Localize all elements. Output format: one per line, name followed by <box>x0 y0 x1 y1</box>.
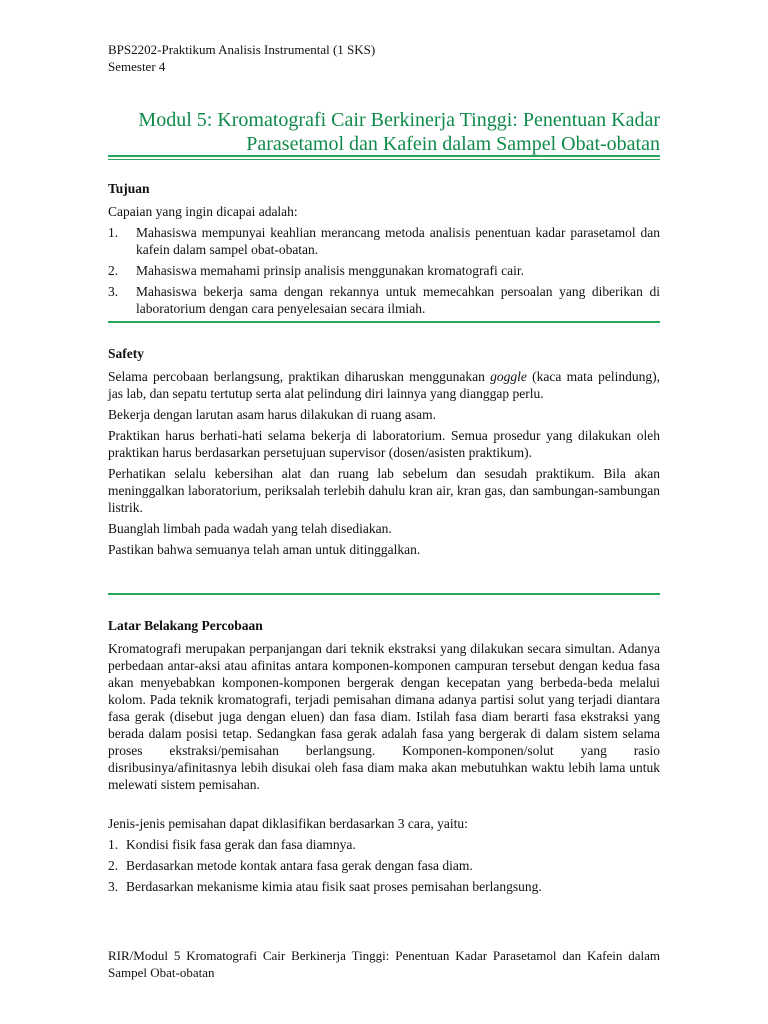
latar-paragraph-2: Jenis-jenis pemisahan dapat diklasifikan berdasarkan 3 cara, yaitu: <box>108 816 468 831</box>
safety-paragraph-4: Perhatikan selalu kebersihan alat dan ruang lab sebelum dan sesudah praktikum. Bila akan meninggalkan laboratorium, periksalah terlebih dahulu kran air, kran gas, dan sambungan-sambungan listrik. <box>108 466 660 515</box>
tujuan-list <box>108 224 660 317</box>
section-divider <box>108 321 660 323</box>
latar-heading: Latar Belakang Percobaan <box>108 618 263 633</box>
semester-label: Semester 4 <box>108 59 166 74</box>
list-number: 3. <box>108 879 119 894</box>
list-text: Mahasiswa bekerja sama dengan rekannya untuk memecahkan persoalan yang diberikan di laboratorium dengan cara penyelesaian secara ilmiah. <box>136 284 660 316</box>
list-text: Berdasarkan mekanisme kimia atau fisik saat proses pemisahan berlangsung. <box>126 879 542 894</box>
safety-paragraph-1: Selama percobaan berlangsung, praktikan diharuskan menggunakan goggle (kaca mata pelindung), jas lab, dan sepatu tertutup serta alat pelindung diri lainnya yang dianggap perlu. <box>108 369 661 401</box>
list-item <box>108 836 660 853</box>
section-divider <box>108 593 660 595</box>
section-safety <box>108 345 660 562</box>
tujuan-intro: Capaian yang ingin dicapai adalah: <box>108 204 298 219</box>
page-header <box>108 41 375 75</box>
title-line-1: Modul 5: Kromatografi Cair Berkinerja Tinggi: Penentuan Kadar <box>138 109 660 131</box>
list-number: 1. <box>108 837 119 852</box>
list-text: Mahasiswa memahami prinsip analisis menggunakan kromatografi cair. <box>136 263 525 278</box>
list-item <box>108 224 660 258</box>
section-tujuan <box>108 180 660 321</box>
title-divider-thin <box>108 159 660 160</box>
list-text: Berdasarkan metode kontak antara fasa gerak dengan fasa diam. <box>126 858 473 873</box>
safety-paragraph-6: Pastikan bahwa semuanya telah aman untuk ditinggalkan. <box>108 542 421 557</box>
tujuan-heading: Tujuan <box>108 181 150 196</box>
list-item <box>108 857 660 874</box>
safety-paragraph-3: Praktikan harus berhati-hati selama bekerja di laboratorium. Semua prosedur yang dilakukan oleh praktikan harus berdasarkan persetujuan supervisor (dosen/asisten praktikum). <box>108 428 660 460</box>
title-line-2: Parasetamol dan Kafein dalam Sampel Obat-obatan <box>246 133 660 155</box>
list-text: Mahasiswa mempunyai keahlian merancang metoda analisis penentuan kadar parasetamol dan kafein dalam sampel obat-obatan. <box>136 225 660 257</box>
list-number: 1. <box>108 225 119 240</box>
list-number: 2. <box>108 263 119 278</box>
list-number: 2. <box>108 858 119 873</box>
safety-paragraph-5: Buanglah limbah pada wadah yang telah disediakan. <box>108 521 392 536</box>
goggle-term: goggle <box>490 369 527 384</box>
list-item <box>108 283 660 317</box>
title-divider-thick <box>108 155 660 157</box>
safety-heading: Safety <box>108 346 144 361</box>
safety-paragraph-2: Bekerja dengan larutan asam harus dilakukan di ruang asam. <box>108 407 437 422</box>
list-item <box>108 878 660 895</box>
list-number: 3. <box>108 284 119 299</box>
list-text: Kondisi fisik fasa gerak dan fasa diamnya. <box>126 837 356 852</box>
section-latar-belakang <box>108 617 660 899</box>
course-code: BPS2202-Praktikum Analisis Instrumental (1 SKS) <box>108 42 376 57</box>
module-title <box>108 108 660 156</box>
list-item <box>108 262 660 279</box>
page-footer: RIR/Modul 5 Kromatografi Cair Berkinerja Tinggi: Penentuan Kadar Parasetamol dan Kafein dalam Sampel Obat-obatan <box>108 948 660 980</box>
latar-paragraph-1: Kromatografi merupakan perpanjangan dari teknik ekstraksi yang dilakukan secara simultan. Adanya perbedaan antar-aksi atau afinitas antara komponen-komponen campuran tersebut dengan kedua fasa akan menyebabkan komponen-komponen bergerak dengan kecepatan yang berbeda-beda melalui kolom. Pada teknik kromatografi, terjadi pemisahan dimana adanya partisi solut yang terjadi diantara fasa gerak (disebut juga dengan eluen) dan fasa diam. Istilah fasa diam berarti fasa ekstraksi yang berada dalam posisi tetap. Sedangkan fasa gerak adalah fasa yang bergerak di dalam sistem selama proses ekstraksi/pemisahan berlangsung. Komponen-komponen/solut yang rasio disribusinya/afinitasnya lebih disukai oleh fasa diam maka akan mebutuhkan waktu lebih lama untuk melewati sistem pemisahan. <box>108 641 660 792</box>
pemisahan-list <box>108 836 660 895</box>
